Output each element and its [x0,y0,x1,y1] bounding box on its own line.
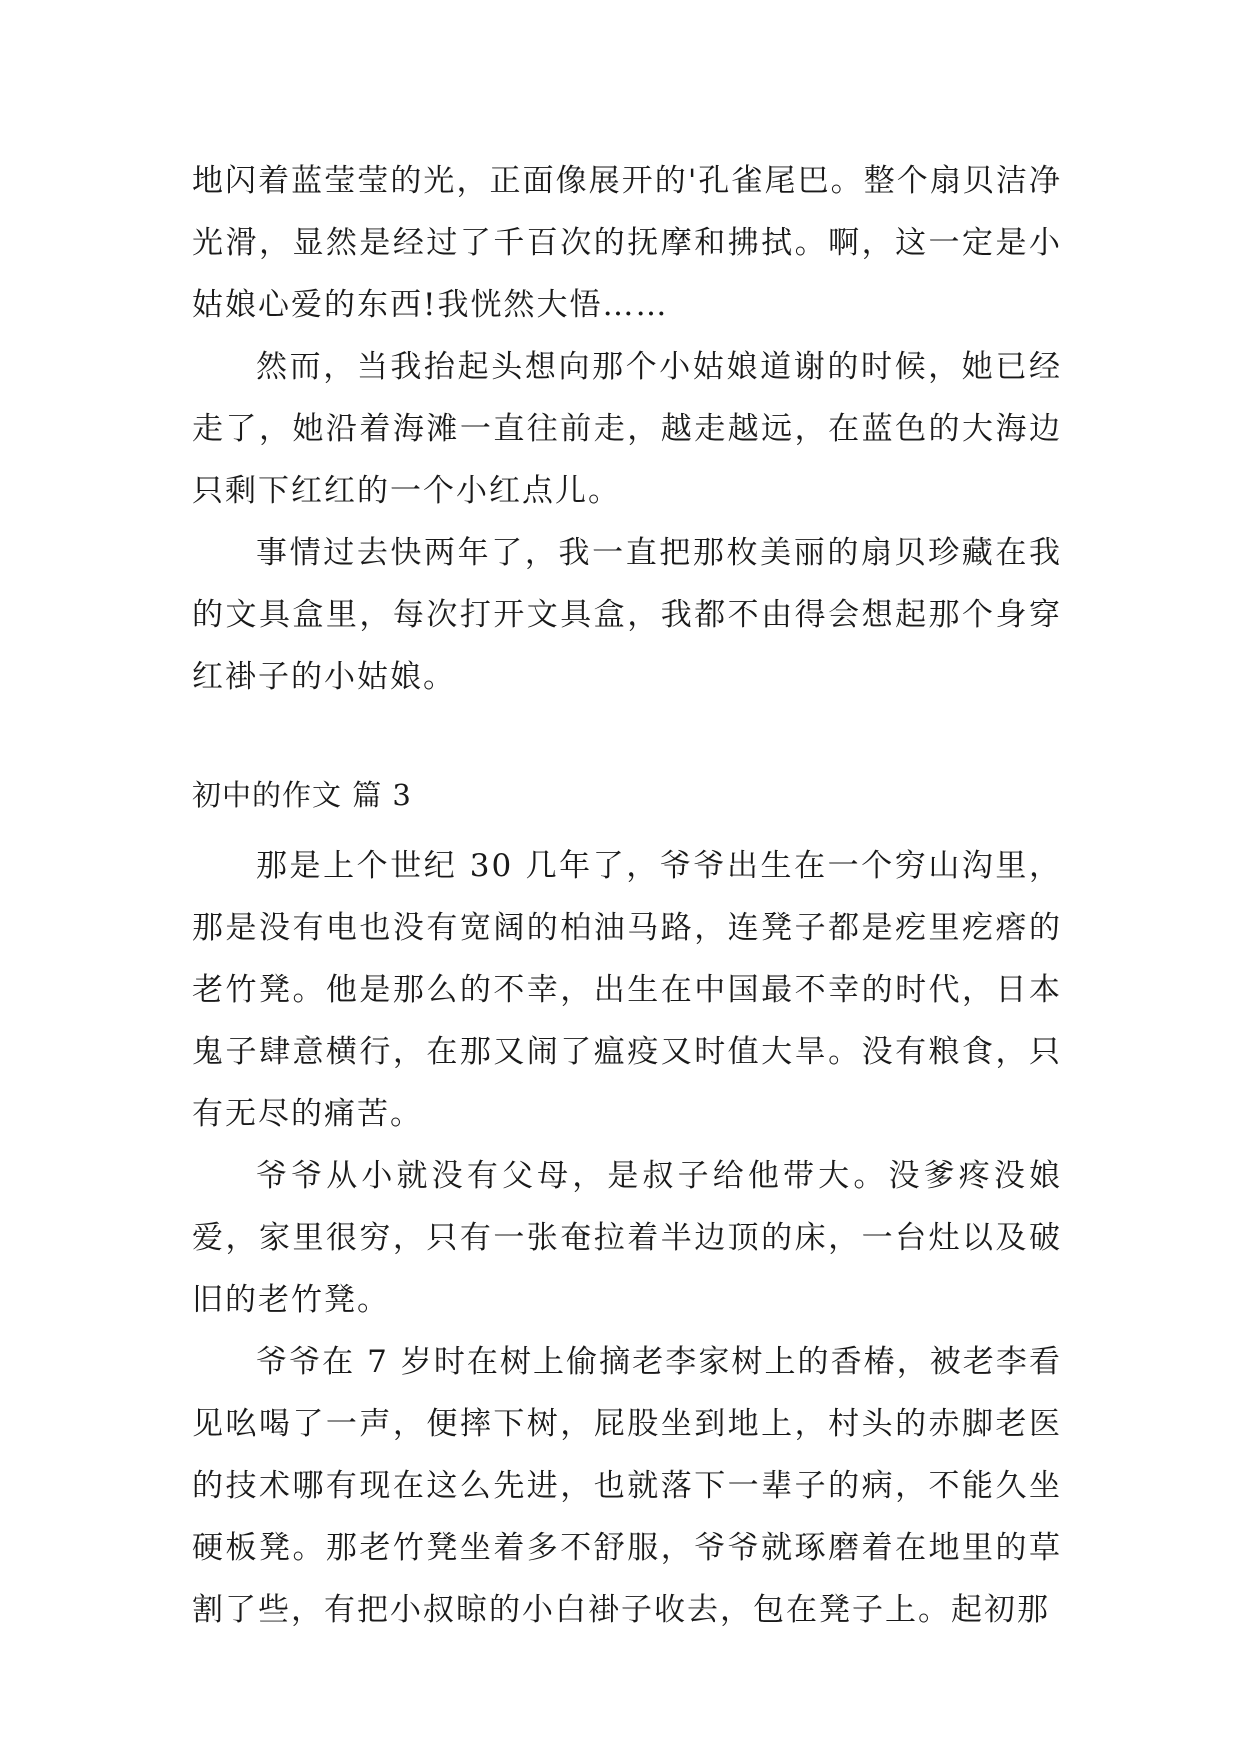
section-spacer [192,708,1062,775]
paragraph-treasured-scallop: 事情过去快两年了，我一直把那枚美丽的扇贝珍藏在我的文具盒里，每次打开文具盒，我都不由得会想起那个身穿红褂子的小姑娘。 [192,535,1062,695]
heading-spacer [192,815,1062,835]
paragraph-scallop-description: 地闪着蓝莹莹的光，正面像展开的'孔雀尾巴。整个扇贝洁净光滑，显然是经过了千百次的抚摩和拂拭。啊，这一定是小姑娘心爱的东西!我恍然大悟…… [192,163,1062,323]
paragraph-girl-leaving: 然而，当我抬起头想向那个小姑娘道谢的时候，她已经走了，她沿着海滩一直往前走，越走越远，在蓝色的大海边只剩下红红的一个小红点儿。 [192,349,1062,509]
document-page [192,150,1062,1641]
paragraph-grandfather-birth: 那是上个世纪 30 几年了，爷爷出生在一个穷山沟里，那是没有电也没有宽阔的柏油马路，连凳子都是疙里疙瘩的老竹凳。他是那么的不幸，出生在中国最不幸的时代，日本鬼子肆意横行，在那又闹了瘟疫又时值大旱。没有粮食，只有无尽的痛苦。 [192,848,1062,1132]
paragraph-grandfather-fall: 爷爷在 7 岁时在树上偷摘老李家树上的香椿，被老李看见吆喝了一声，便摔下树，屁股坐到地上，村头的赤脚老医的技术哪有现在这么先进，也就落下一辈子的病，不能久坐硬板凳。那老竹凳坐着多不舒服，爷爷就琢磨着在地里的草割了些，有把小叔晾的小白褂子收去，包在凳子上。起初那 [192,1344,1062,1628]
section-heading: 初中的作文 篇 3 [192,778,412,812]
paragraph-grandfather-childhood: 爷爷从小就没有父母，是叔子给他带大。没爹疼没娘爱，家里很穷，只有一张奄拉着半边顶的床，一台灶以及破旧的老竹凳。 [192,1158,1062,1318]
